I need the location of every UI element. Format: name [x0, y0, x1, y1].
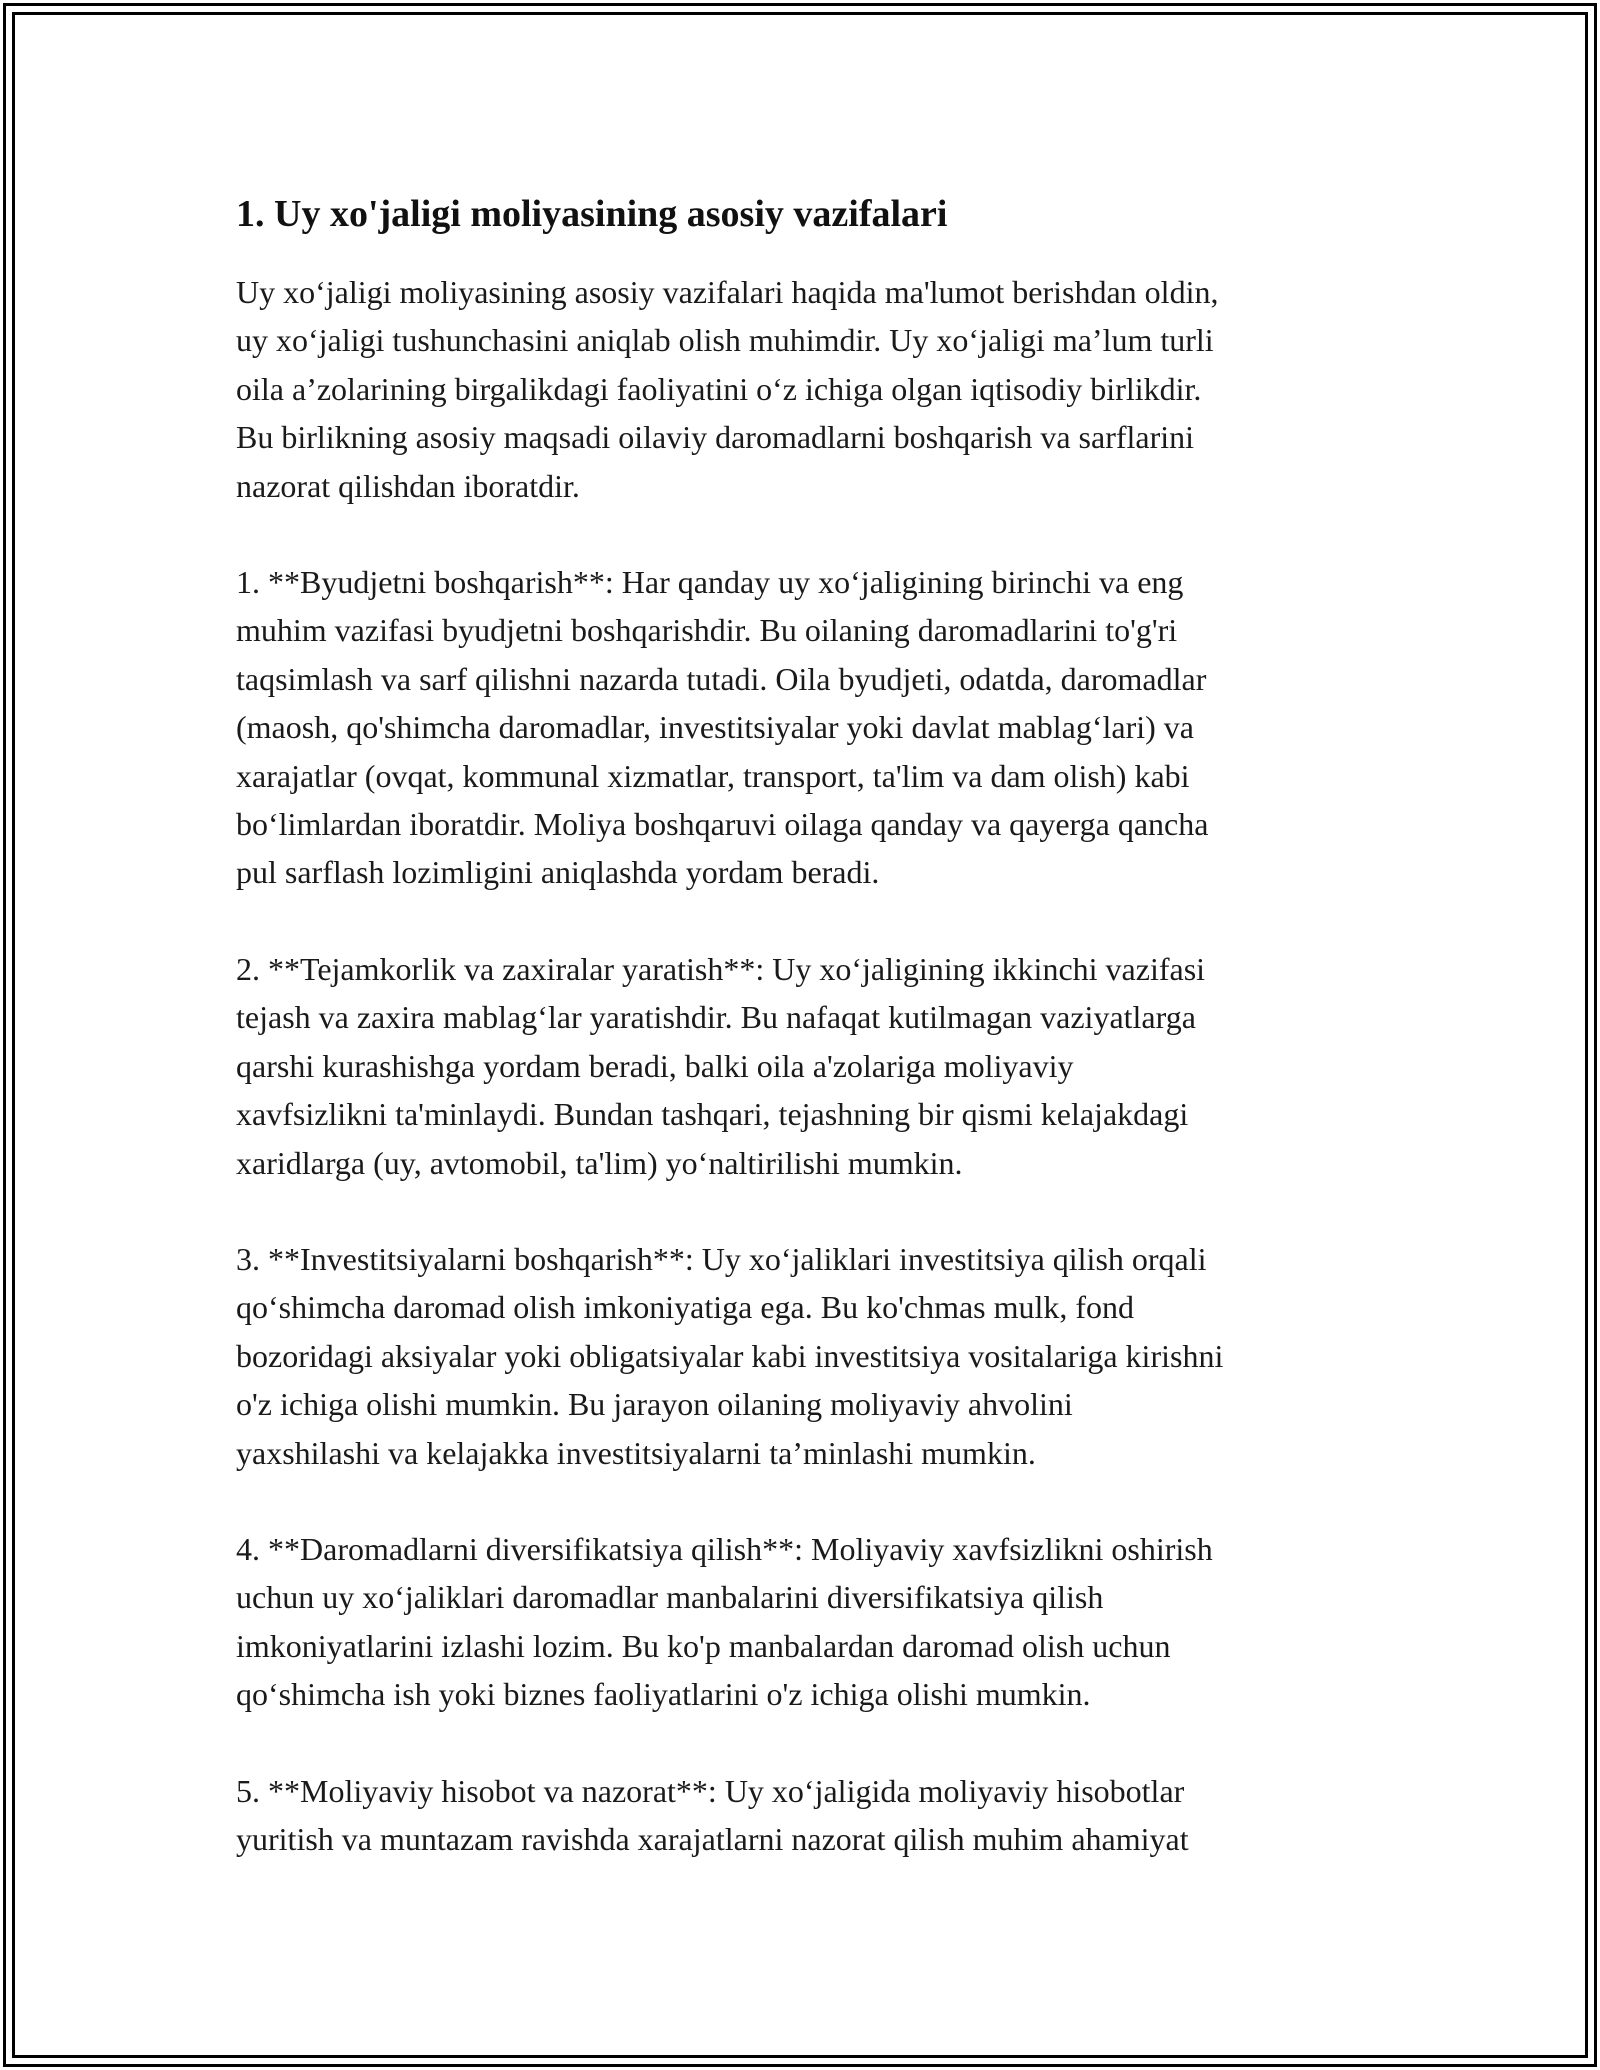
document-body — [236, 186, 1396, 1911]
paragraph-financial-reporting: 5. **Moliyaviy hisobot va nazorat**: Uy xo‘jaligida moliyaviy hisobotlar yuritish va muntazam ravishda xarajatlarni nazorat qilish muhim ahamiyat — [236, 1772, 1189, 1857]
paragraph-budget-management: 1. **Byudjetni boshqarish**: Har qanday uy xo‘jaligining birinchi va eng muhim vazifasi byudjetni boshqarishdir. Bu oilaning daromadlarini to'g'ri taqsimlash va sarf qilishni nazarda tutadi. Oila byudjeti, odatda, daromadlar (maosh, qo'shimcha daromadlar, investitsiyalar yoki davlat mablag‘lari) va xarajatlar (ovqat, kommunal xizmatlar, transport, ta'lim va dam olish) kabi bo‘limlardan iboratdir. Moliya boshqaruvi oilaga qanday va qayerga qancha pul sarflash lozimligini aniqlashda yordam beradi. — [236, 564, 1209, 891]
paragraph-investment-management: 3. **Investitsiyalarni boshqarish**: Uy xo‘jaliklari investitsiya qilish orqali qo‘shimcha daromad olish imkoniyatiga ega. Bu ko'chmas mulk, fond bozoridagi aksiyalar yoki obligatsiyalar kabi investitsiya vositalariga kirishni o'z ichiga olishi mumkin. Bu jarayon oilaning moliyaviy ahvolini yaxshilashi va kelajakka investitsiyalarni ta’minlashi mumkin. — [236, 1240, 1224, 1471]
document-title: 1. Uy xo'jaligi moliyasining asosiy vazifalari — [236, 193, 948, 235]
paragraph-income-diversification: 4. **Daromadlarni diversifikatsiya qilish**: Moliyaviy xavfsizlikni oshirish uchun uy xo‘jaliklari daromadlar manbalarini diversifikatsiya qilish imkoniyatlarini izlashi lozim. Bu ko'p manbalardan daromad olish uchun qo‘shimcha ish yoki biznes faoliyatlarini o'z ichiga olishi mumkin. — [236, 1530, 1213, 1713]
paragraph-savings-reserves: 2. **Tejamkorlik va zaxiralar yaratish**: Uy xo‘jaligining ikkinchi vazifasi tejash va zaxira mablag‘lar yaratishdir. Bu nafaqat kutilmagan vaziyatlarga qarshi kurashishga yordam beradi, balki oila a'zolariga moliyaviy xavfsizlikni ta'minlaydi. Bundan tashqari, tejashning bir qismi kelajakdagi xaridlarga (uy, avtomobil, ta'lim) yo‘naltirilishi mumkin. — [236, 950, 1206, 1181]
intro-paragraph: Uy xo‘jaligi moliyasining asosiy vazifalari haqida ma'lumot berishdan oldin, uy xo‘jaligi tushunchasini aniqlab olish muhimdir. Uy xo‘jaligi ma’lum turli oila a’zolarining birgalikdagi faoliyatini o‘z ichiga olgan iqtisodiy birlikdir. Bu birlikning asosiy maqsadi oilaviy daromadlarni boshqarish va sarflarini nazorat qilishdan iboratdir. — [236, 274, 1219, 504]
